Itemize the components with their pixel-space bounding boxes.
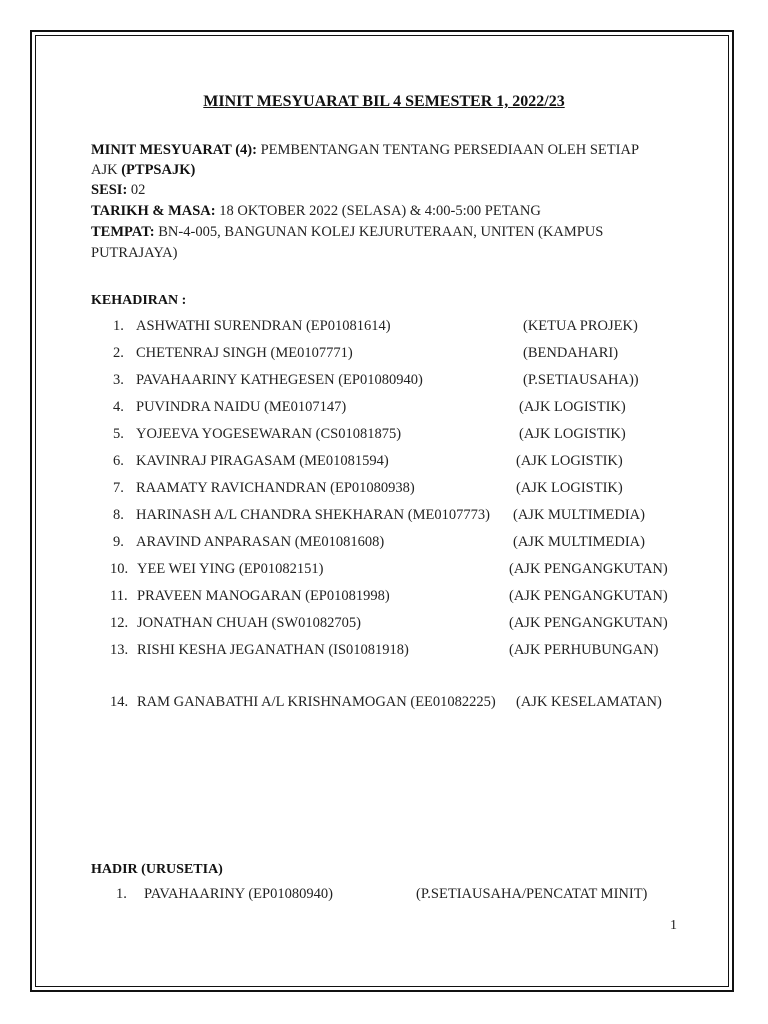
attendee-number: 6. bbox=[113, 453, 124, 469]
document-title: MINIT MESYUARAT BIL 4 SEMESTER 1, 2022/23 bbox=[203, 93, 565, 110]
attendee-name: PUVINDRA NAIDU (ME0107147) bbox=[136, 399, 347, 415]
attendee-name: YEE WEI YING (EP01082151) bbox=[137, 561, 324, 577]
hadir-heading: HADIR (URUSETIA) bbox=[91, 862, 223, 877]
attendee-role: (AJK PENGANGKUTAN) bbox=[509, 588, 668, 604]
attendee-role: (AJK MULTIMEDIA) bbox=[513, 534, 645, 550]
minit-value: PEMBENTANGAN TENTANG PERSEDIAAN OLEH SETIAP bbox=[260, 142, 640, 158]
attendee-number: 3. bbox=[113, 372, 124, 388]
attendee-number: 9. bbox=[113, 534, 124, 550]
attendee-role: (AJK PERHUBUNGAN) bbox=[509, 642, 659, 658]
tempat-value-cont: PUTRAJAYA) bbox=[91, 245, 178, 261]
attendee-name: PRAVEEN MANOGARAN (EP01081998) bbox=[137, 588, 390, 604]
attendee-name: RAAMATY RAVICHANDRAN (EP01080938) bbox=[136, 480, 415, 496]
attendee-name: YOJEEVA YOGESEWARAN (CS01081875) bbox=[136, 426, 402, 442]
tarikh-value: 18 OKTOBER 2022 (SELASA) & 4:00-5:00 PETANG bbox=[219, 203, 541, 219]
attendee-role: (KETUA PROJEK) bbox=[523, 318, 638, 334]
attendee-role: (AJK LOGISTIK) bbox=[519, 426, 626, 442]
secretariat-role: (P.SETIAUSAHA/PENCATAT MINIT) bbox=[416, 886, 648, 902]
minit-label: MINIT MESYUARAT (4): bbox=[91, 142, 257, 158]
tempat-line-cont bbox=[91, 243, 177, 263]
attendee-name: KAVINRAJ PIRAGASAM (ME01081594) bbox=[136, 453, 389, 469]
attendee-name: PAVAHAARINY KATHEGESEN (EP01080940) bbox=[136, 372, 423, 388]
minit-value-cont: AJK bbox=[91, 162, 118, 178]
tempat-line bbox=[91, 222, 603, 242]
attendee-number: 8. bbox=[113, 507, 124, 523]
tempat-label: TEMPAT: bbox=[91, 224, 155, 240]
secretariat-number: 1. bbox=[116, 886, 127, 902]
attendee-name: ASHWATHI SURENDRAN (EP01081614) bbox=[136, 318, 391, 334]
attendee-number: 2. bbox=[113, 345, 124, 361]
attendee-role: (AJK MULTIMEDIA) bbox=[513, 507, 645, 523]
kehadiran-heading: KEHADIRAN : bbox=[91, 293, 187, 308]
attendee-role: (BENDAHARI) bbox=[523, 345, 619, 361]
sesi-label: SESI: bbox=[91, 182, 128, 198]
attendee-number: 7. bbox=[113, 480, 124, 496]
tempat-value: BN-4-005, BANGUNAN KOLEJ KEJURUTERAAN, UNITEN (KAMPUS bbox=[158, 224, 604, 240]
page-number: 1 bbox=[670, 918, 677, 933]
attendee-number: 4. bbox=[113, 399, 124, 415]
secretariat-name: PAVAHAARINY (EP01080940) bbox=[144, 886, 333, 902]
sesi-line bbox=[91, 180, 145, 200]
attendee-role: (P.SETIAUSAHA)) bbox=[523, 372, 639, 388]
attendee-number: 12. bbox=[110, 615, 129, 631]
attendee-role: (AJK LOGISTIK) bbox=[516, 453, 623, 469]
attendee-name: RAM GANABATHI A/L KRISHNAMOGAN (EE01082225) bbox=[137, 694, 496, 710]
attendee-number: 5. bbox=[113, 426, 124, 442]
attendee-name: JONATHAN CHUAH (SW01082705) bbox=[137, 615, 361, 631]
minit-line-cont bbox=[91, 160, 195, 180]
attendee-role: (AJK KESELAMATAN) bbox=[516, 694, 662, 710]
attendee-number: 11. bbox=[110, 588, 128, 604]
attendee-number: 14. bbox=[110, 694, 129, 710]
attendee-role: (AJK LOGISTIK) bbox=[516, 480, 623, 496]
sesi-value: 02 bbox=[130, 182, 146, 198]
attendee-role: (AJK PENGANGKUTAN) bbox=[509, 561, 668, 577]
attendee-role: (AJK LOGISTIK) bbox=[519, 399, 626, 415]
attendee-role: (AJK PENGANGKUTAN) bbox=[509, 615, 668, 631]
attendee-name: ARAVIND ANPARASAN (ME01081608) bbox=[136, 534, 385, 550]
attendee-name: RISHI KESHA JEGANATHAN (IS01081918) bbox=[137, 642, 409, 658]
attendee-number: 1. bbox=[113, 318, 124, 334]
attendee-name: CHETENRAJ SINGH (ME0107771) bbox=[136, 345, 353, 361]
minit-abbr: (PTPSAJK) bbox=[121, 162, 196, 178]
attendee-number: 10. bbox=[110, 561, 129, 577]
tarikh-line bbox=[91, 201, 541, 221]
tarikh-label: TARIKH & MASA: bbox=[91, 203, 216, 219]
minit-line bbox=[91, 140, 639, 160]
attendee-name: HARINASH A/L CHANDRA SHEKHARAN (ME0107773) bbox=[136, 507, 490, 523]
attendee-number: 13. bbox=[110, 642, 129, 658]
